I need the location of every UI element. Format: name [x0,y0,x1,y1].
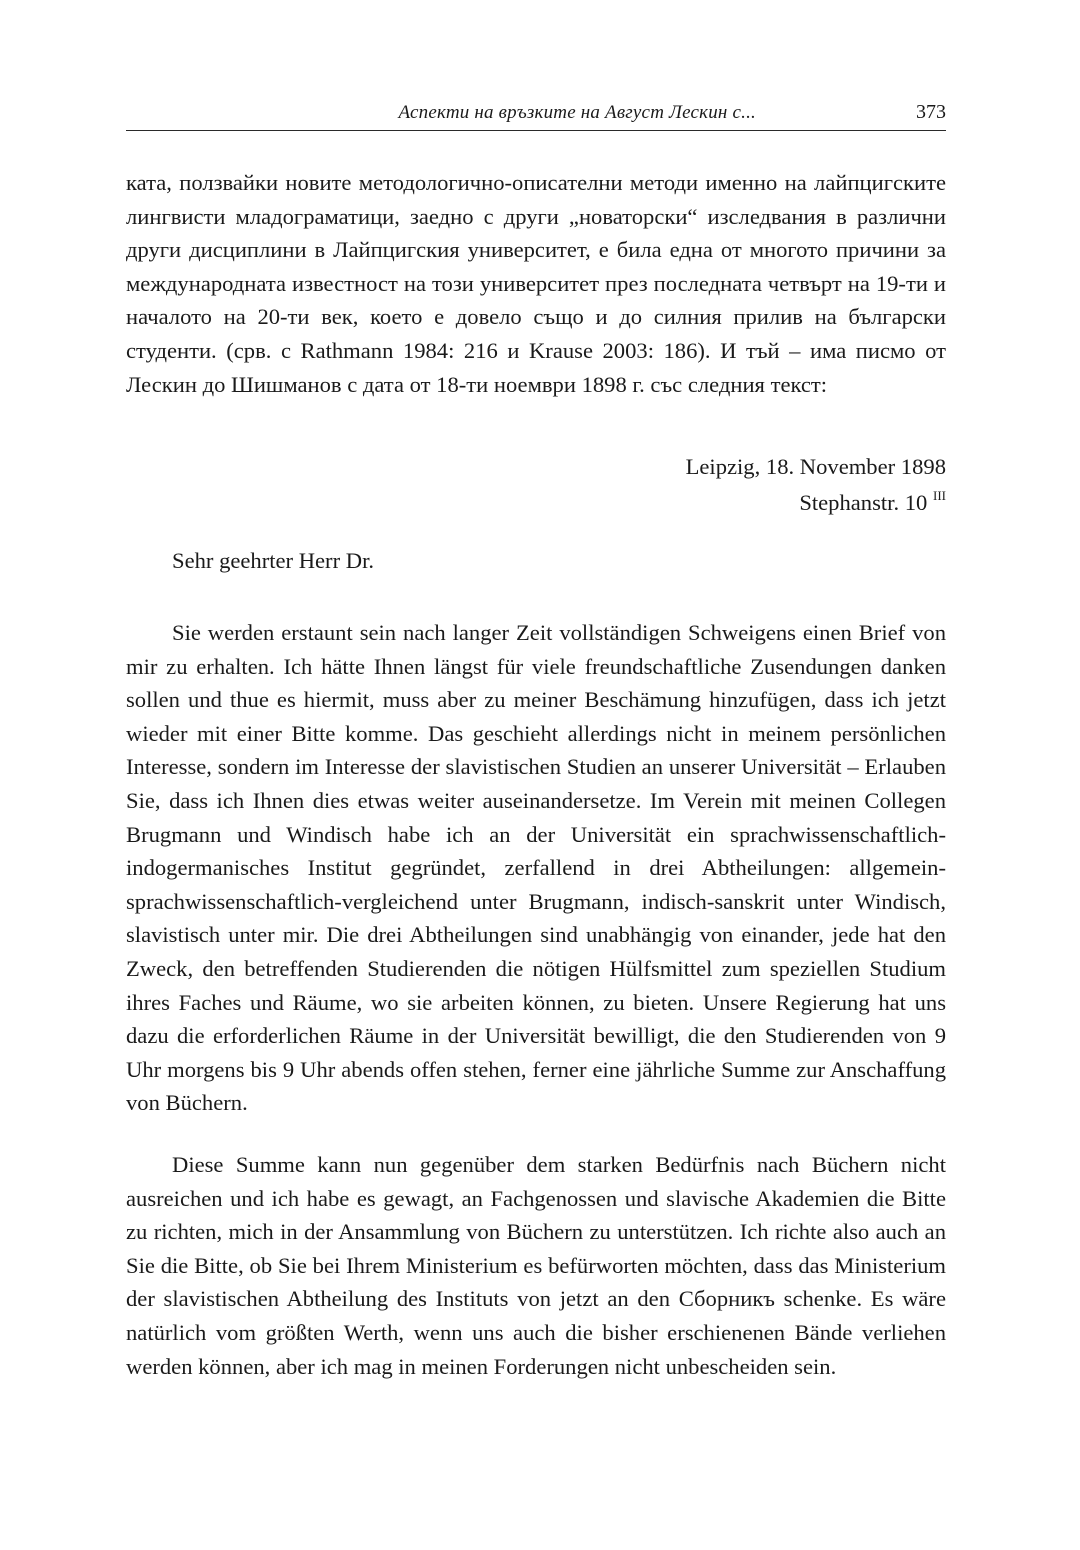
letter-heading [686,452,946,517]
page-number: 373 [916,101,946,123]
running-header [126,100,946,131]
letter-address-floor: III [933,488,946,503]
letter-paragraph-1: Sie werden erstaunt sein nach langer Zeit vollständigen Schweigens einen Brief von mir zu erhalten. Ich hätte Ihnen längst für viele freundschaftliche Zusendungen danken sollen und thue es hiermit, muss aber zu meiner Beschämung hinzufügen, dass ich jetzt wieder mit einer Bitte komme. Das geschieht allerdings nicht in meinem persönlichen Interesse, sondern im Interesse der slavistischen Studien an unserer Universität – Erlauben Sie, dass ich Ihnen dies etwas weiter auseinandersetze. Im Verein mit meinen Collegen Brugmann und Windisch habe ich an der Universität ein sprachwissenschaftlich-indogermanisches Institut gegründet, zerfallend in drei Abtheilungen: allgemein-sprachwissenschaftlich-vergleichend unter Brugmann, indisch-sanskrit unter Windisch, slavistisch unter mir. Die drei Abtheilungen sind unabhängig von einander, jede hat den Zweck, den betreffenden Studierenden die nötigen Hülfsmittel zum speziellen Studium ihres Faches und Räume, wo sie arbeiten können, zu bieten. Unsere Regierung hat uns dazu die erforderlichen Räume in der Universität bewilligt, die den Studierenden von 9 Uhr morgens bis 9 Uhr abends offen stehen, ferner eine jährliche Summe zur Anschaffung von Büchern. [126,620,946,1116]
letter-paragraph-2: Diese Summe kann nun gegenüber dem starken Bedürfnis nach Büchern nicht ausreichen und ich habe es gewagt, an Fachgenossen und slavische Akademien die Bitte zu richten, mich in der Ansammlung von Büchern zu unterstützen. Ich richte also auch an Sie die Bitte, ob Sie bei Ihrem Ministerium es befürworten möchten, dass das Ministerium der slavistischen Abtheilung des Instituts von jetzt an den Сборникъ schenke. Es wäre natürlich vom größten Werth, wenn uns auch die bisher erschienenen Bände verliehen werden können, aber ich mag in meinen Forderungen nicht unbescheiden sein. [126,1152,946,1379]
running-title: Аспекти на връзките на Август Лескин с... [398,102,756,123]
letter-place-date: Leipzig, 18. November 1898 [685,454,946,479]
letter-salutation: Sehr geehrter Herr Dr. [172,548,374,573]
intro-paragraph: ката, ползвайки новите методологично-описателни методи именно на лайпцигските лингвисти младограматици, заедно с други „новаторски“ изследвания в различни други дисциплини в Лайпцигския университет, е била една от многото причини за международната известност на този университет през последната четвърт на 19-ти и началото на 20-ти век, което е довело също и до силния прилив на български студенти. (срв. с Rathmann 1984: 216 и Krause 2003: 186). И тъй – има писмо от Лескин до Шишманов с дата от 18-ти ноември 1898 г. със следния текст: [126,170,946,397]
letter-address: Stephanstr. 10 [799,490,928,515]
letter-address-line [686,481,946,517]
